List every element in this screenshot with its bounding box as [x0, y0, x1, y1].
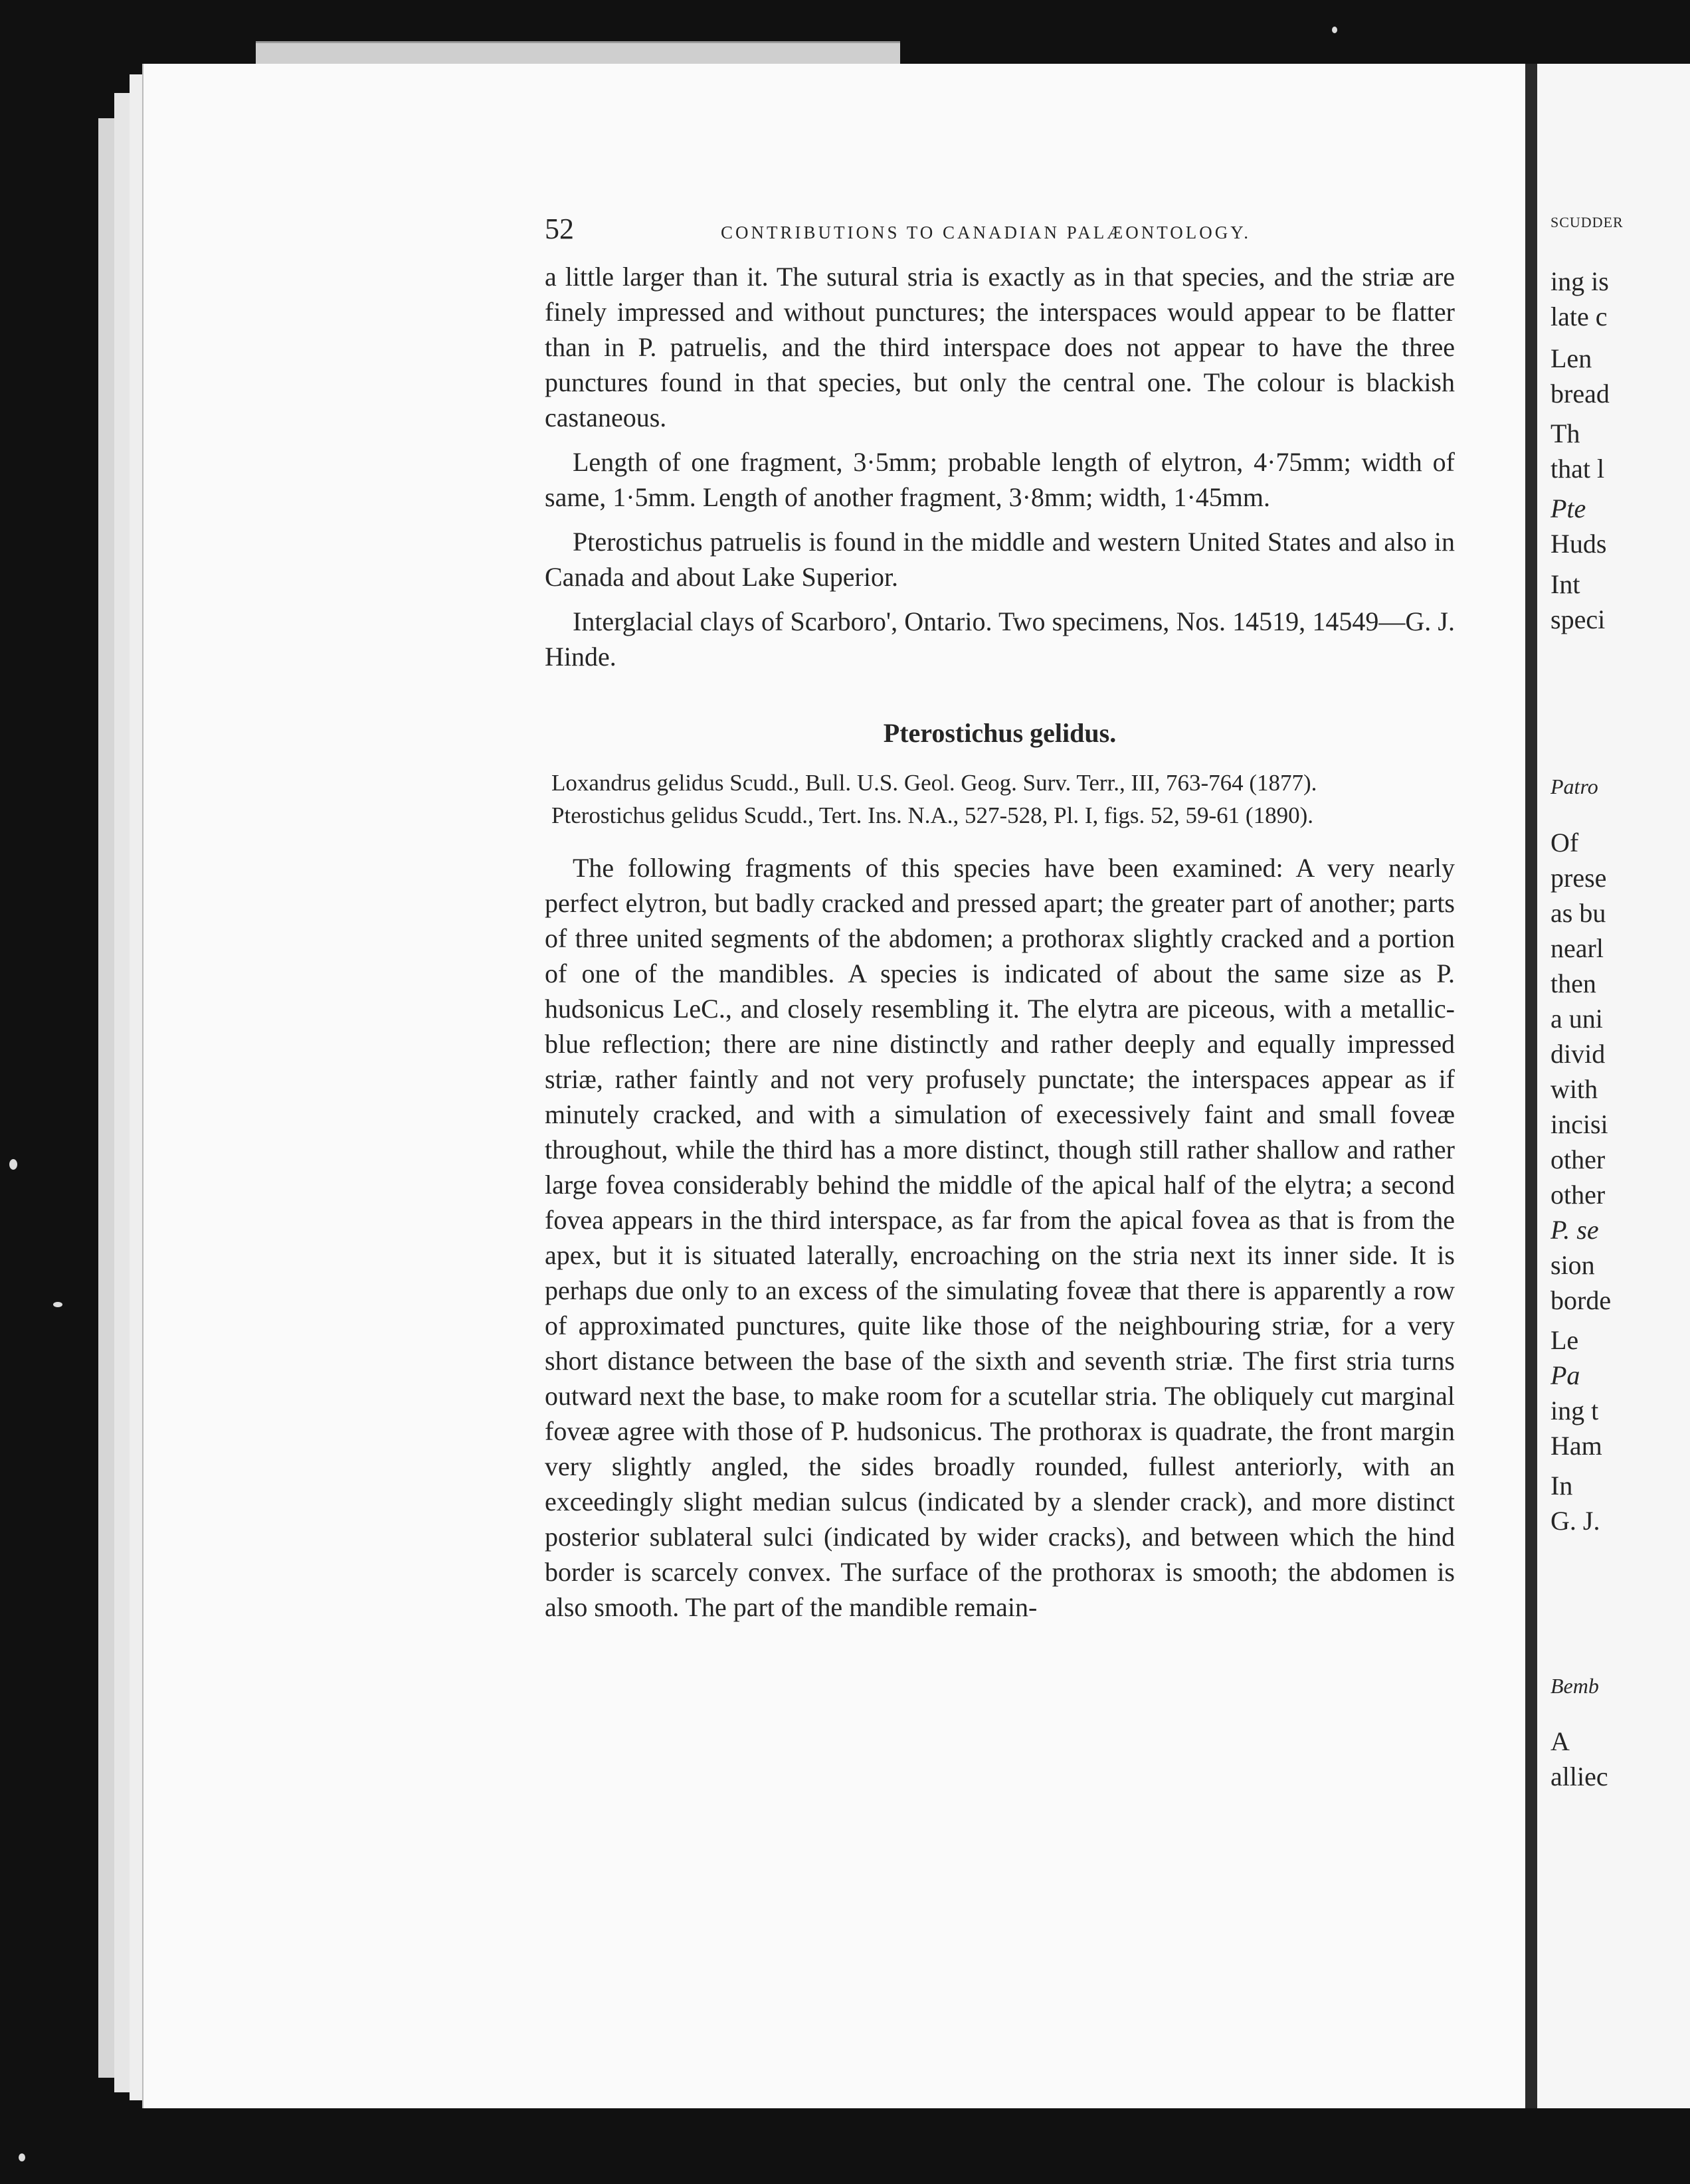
distribution-paragraph: Pterostichus patruelis is found in the middle and western United States and also in Canada and about Lake Superior. [545, 527, 1455, 592]
right-page-line: other [1550, 1180, 1606, 1210]
right-page-line: Bemb [1550, 1674, 1599, 1698]
right-page-line: ing is [1550, 266, 1609, 296]
right-page-line: speci [1550, 604, 1606, 634]
right-page-line: Len [1550, 343, 1592, 373]
right-page-line: Pte [1550, 494, 1586, 523]
right-page-line: prese [1550, 863, 1607, 893]
locality-paragraph: Interglacial clays of Scarboro', Ontario. Two specimens, Nos. 14519, 14549—G. J. Hinde. [545, 606, 1455, 672]
species-heading: Pterostichus gelidus. [883, 718, 1117, 748]
right-page-line: Ham [1550, 1431, 1602, 1461]
measurements-paragraph: Length of one fragment, 3·5mm; probable length of elytron, 4·75mm; width of same, 1·5mm. Length of another fragment, 3·8mm; width, 1·45mm. [545, 447, 1455, 512]
right-page-line: Huds [1550, 529, 1607, 559]
right-page-line: with [1550, 1074, 1598, 1104]
right-page-line: bread [1550, 379, 1610, 409]
right-page-line: alliec [1550, 1762, 1608, 1791]
dust-speck [53, 1302, 62, 1307]
right-page-line: as bu [1550, 898, 1606, 928]
synonymy-entry: Pterostichus gelidus Scudd., Tert. Ins. N.A., 527-528, Pl. I, figs. 52, 59-61 (1890). [551, 802, 1313, 828]
page-number: 52 [545, 213, 574, 245]
synonymy-list [545, 767, 1455, 832]
right-page-line: P. se [1550, 1215, 1599, 1245]
right-page-running-head: SCUDDER [1550, 214, 1624, 230]
continuation-paragraph: a little larger than it. The sutural stria is exactly as in that species, and the striæ are finely impressed and without punctures; the interspaces would appear to be flatter than in P. patruelis, and the third interspace does not appear to have the three punctures found in that species, but only the central one. The colour is blackish castaneous. [545, 262, 1455, 432]
dust-speck [19, 2153, 25, 2161]
right-page-line: late c [1550, 302, 1608, 331]
right-page-line: Patro [1550, 774, 1598, 798]
right-page-line: A [1550, 1726, 1570, 1756]
right-page-line: other [1550, 1144, 1606, 1174]
page-content [545, 211, 1455, 1625]
right-page-line: nearl [1550, 933, 1604, 963]
right-page-line: then [1550, 968, 1596, 998]
book-gutter [1525, 64, 1537, 2108]
right-page-line: Th [1550, 418, 1580, 448]
species-description: The following fragments of this species have been examined: A very nearly perfect elytron, but badly cracked and pressed apart; the greater part of another; parts of three united segments of the abdomen; a prothorax slightly cracked and a portion of one of the mandibles. A species is indicated of about the same size as P. hudsonicus LeC., and closely resembling it. The elytra are piceous, with a metallic-blue reflection; there are nine distinctly and rather deeply and equally impressed striæ, rather faintly and not very profusely punctate; the interspaces appear as if minutely cracked, and with a simulation of execessively faint and small foveæ throughout, while the third has a more distinct, though still rather shallow and rather large fovea considerably behind the middle of the apical half of the elytra; a second fovea appears in the third interspace, as far from the apical fovea as that is from the apex, but it is situated laterally, encroaching on the stria next its inner side. It is perhaps due only to an excess of the simulating foveæ that there is apparently a row of approximated punctures, quite like those of the neighbouring striæ, for a very short distance between the base of the sixth and seventh striæ. The first stria turns outward next the base, to make room for a scutellar stria. The obliquely cut marginal foveæ agree with those of P. hudsonicus. The prothorax is quadrate, the front margin very slightly angled, the sides broadly rounded, fullest anteriorly, with an exceedingly slight median sulcus (indicated by a slender crack), and more distinct posterior sublateral sulci (indicated by wider cracks), and between which the hind border is scarcely convex. The surface of the prothorax is smooth; the abdomen is also smooth. The part of the mandible remain- [545, 853, 1455, 1622]
running-head [545, 211, 1455, 251]
right-page-line: a uni [1550, 1004, 1603, 1034]
right-page-line: In [1550, 1471, 1573, 1501]
right-page-line: ing t [1550, 1396, 1599, 1425]
right-page-line: Of [1550, 828, 1579, 858]
right-page-line: Pa [1550, 1360, 1580, 1390]
right-page-line: incisi [1550, 1109, 1608, 1139]
right-page-line: Int [1550, 569, 1580, 599]
synonymy-entry: Loxandrus gelidus Scudd., Bull. U.S. Geol. Geog. Surv. Terr., III, 763-764 (1877). [551, 770, 1317, 796]
running-title: CONTRIBUTIONS TO CANADIAN PALÆONTOLOGY. [721, 223, 1252, 242]
right-page-line: borde [1550, 1285, 1612, 1315]
right-page-line: that l [1550, 454, 1605, 484]
dust-speck [9, 1159, 17, 1170]
right-page-line: G. J. [1550, 1506, 1600, 1536]
right-page-line: divid [1550, 1039, 1606, 1069]
dust-speck [1332, 27, 1337, 33]
right-page-line: Le [1550, 1325, 1579, 1355]
right-page-line: sion [1550, 1250, 1595, 1280]
